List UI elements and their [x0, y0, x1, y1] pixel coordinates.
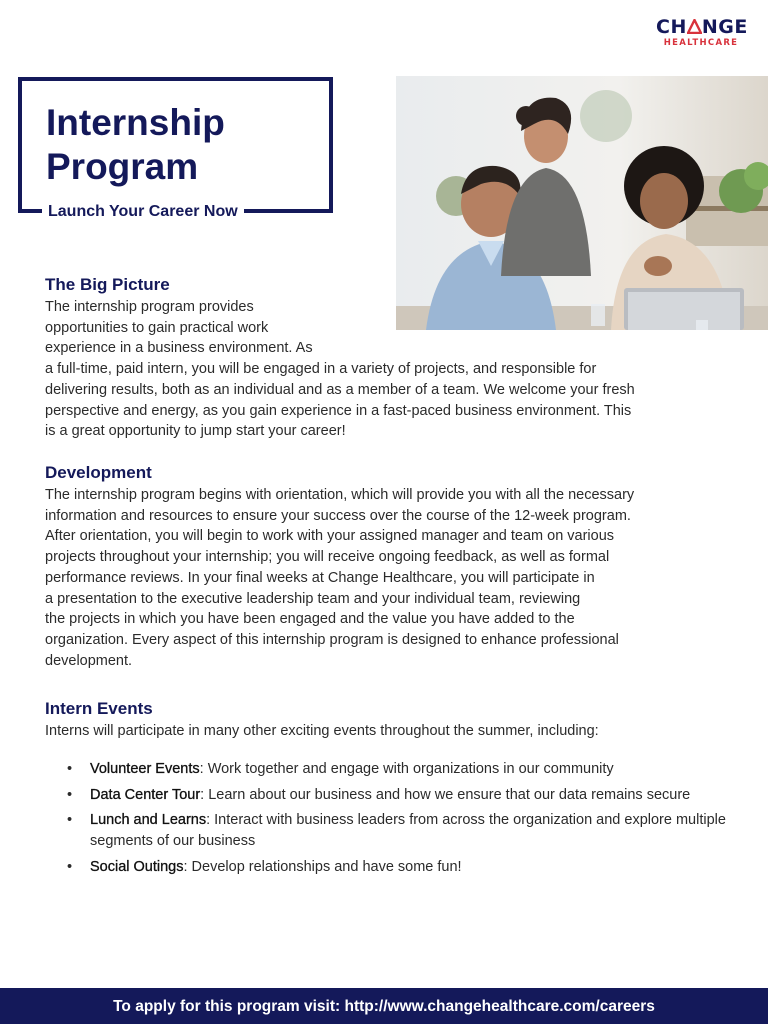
logo-word-end: NGE — [701, 16, 748, 38]
bullet-icon: • — [67, 761, 73, 777]
section-heading-big-picture: The Big Picture — [45, 275, 170, 294]
logo-wordmark — [656, 16, 746, 38]
development-line: The internship program begins with orientation, which will provide you with all the necessary — [45, 487, 635, 503]
big-picture-line: opportunities to gain practical work — [45, 319, 269, 336]
bullet-icon: • — [67, 786, 73, 803]
title-subtitle-wrap — [42, 201, 244, 223]
bullet-icon: • — [67, 858, 73, 875]
list-item-text: : Interact with business leaders from across the organization and explore multiple segments of our business — [90, 812, 726, 850]
list-item — [45, 759, 735, 780]
title-box — [18, 77, 333, 220]
list-item-title: Social Outings — [90, 858, 184, 875]
development-line: information and resources to ensure your success over the course of the 12-week program. — [45, 507, 631, 524]
list-item-text: : Develop relationships and have some fun! — [183, 858, 462, 875]
title-line-1: Internship — [46, 102, 225, 143]
big-picture-line: experience in a business environment. As — [45, 340, 313, 357]
title-line-2: Program — [46, 146, 199, 187]
apply-footer-text: To apply for this program visit: http://www.changehealthcare.com/careers — [113, 998, 655, 1015]
big-picture-line: perspective and energy, as you gain experience in a fast-paced business environment. This — [45, 402, 632, 419]
development-line: projects throughout your internship; you will receive ongoing feedback, as well as formal — [45, 549, 610, 566]
logo-subtitle: HEALTHCARE — [663, 38, 739, 48]
list-item — [45, 857, 735, 878]
list-item-text: : Learn about our business and how we ensure that our data remains secure — [200, 786, 691, 803]
list-item — [45, 785, 735, 806]
apply-footer-banner — [0, 988, 768, 1024]
development-line: After orientation, you will begin to work with your assigned manager and team on various — [45, 528, 615, 545]
development-line: development. — [45, 652, 133, 669]
development-line: a presentation to the executive leadership team and your individual team, reviewing — [45, 590, 581, 607]
big-picture-paragraph — [45, 297, 635, 442]
list-item-title: Volunteer Events — [90, 761, 200, 777]
office-team-photo — [396, 76, 768, 330]
company-logo — [656, 16, 746, 48]
logo-triangle-icon — [687, 19, 702, 34]
big-picture-line: The internship program provides — [45, 299, 254, 315]
big-picture-line: delivering results, both as an individual and as a member of a team. We welcome your fresh — [45, 381, 635, 398]
bullet-icon: • — [67, 812, 73, 829]
development-paragraph — [45, 485, 634, 671]
intern-events-list — [45, 759, 735, 883]
list-item-text: : Work together and engage with organizations in our community — [199, 761, 614, 777]
big-picture-line: a full-time, paid intern, you will be engaged in a variety of projects, and responsible for — [45, 361, 597, 378]
development-line: performance reviews. In your final weeks at Change Healthcare, you will participate in — [45, 569, 595, 586]
big-picture-line: is a great opportunity to jump start your career! — [45, 423, 346, 440]
development-line: organization. Every aspect of this internship program is designed to enhance professional — [45, 631, 619, 648]
section-heading-development: Development — [45, 463, 152, 482]
list-item — [45, 810, 735, 851]
list-item-title: Data Center Tour — [90, 786, 201, 803]
logo-word-start: CH — [656, 16, 687, 38]
development-line: the projects in which you have been engaged and the value you have added to the — [45, 611, 575, 628]
list-item-title: Lunch and Learns — [90, 812, 207, 829]
page-subtitle: Launch Your Career Now — [48, 203, 238, 220]
intern-events-intro: Interns will participate in many other exciting events throughout the summer, including: — [45, 723, 599, 739]
page-title — [46, 101, 225, 189]
section-heading-intern-events: Intern Events — [45, 699, 153, 718]
